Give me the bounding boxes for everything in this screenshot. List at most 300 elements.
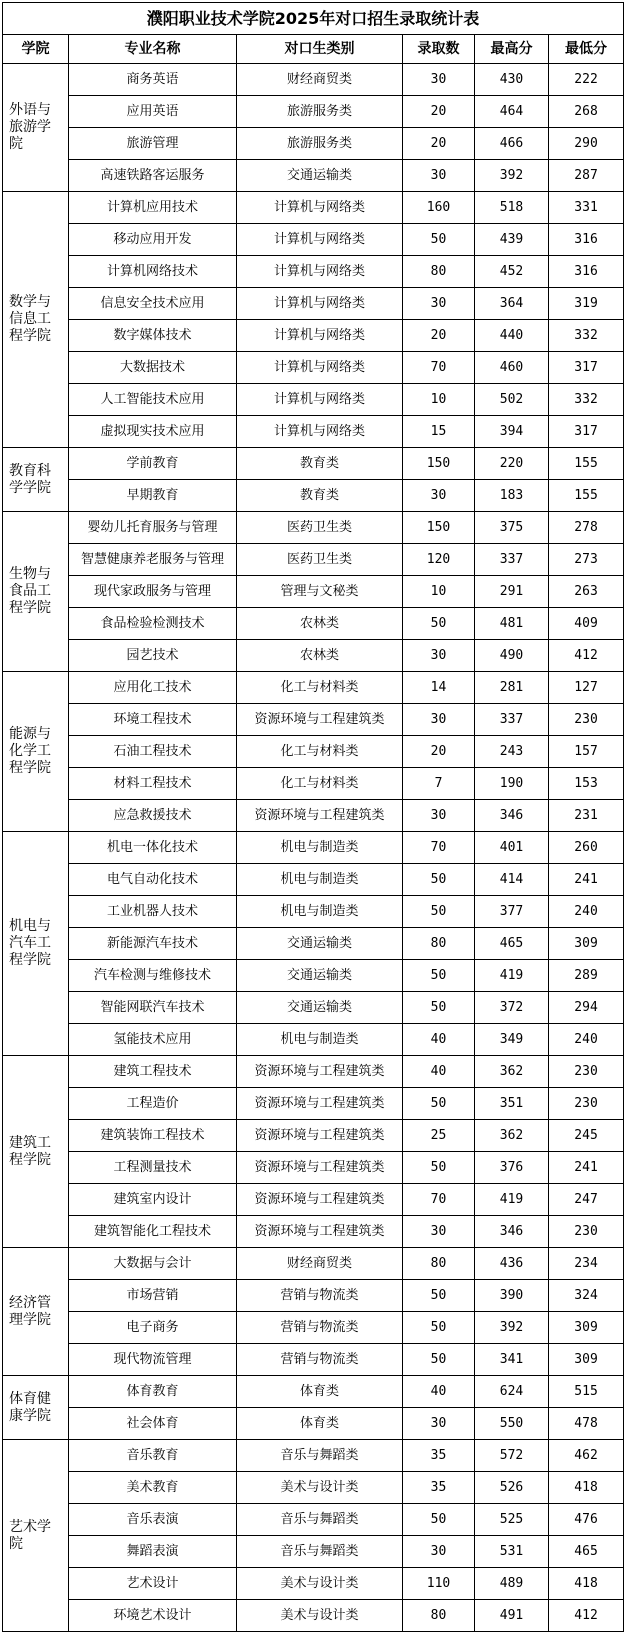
admitted-cell: 30 — [403, 1408, 475, 1440]
max-score-cell: 490 — [475, 640, 549, 672]
major-cell: 舞蹈表演 — [69, 1536, 237, 1568]
college-cell: 体育健康学院 — [3, 1376, 69, 1440]
min-score-cell: 332 — [549, 320, 624, 352]
max-score-cell: 466 — [475, 128, 549, 160]
category-cell: 体育类 — [237, 1408, 403, 1440]
table-row — [3, 1184, 624, 1216]
max-score-cell: 531 — [475, 1536, 549, 1568]
min-score-cell: 317 — [549, 352, 624, 384]
major-cell: 建筑室内设计 — [69, 1184, 237, 1216]
min-score-cell: 263 — [549, 576, 624, 608]
header-row — [3, 35, 624, 64]
max-score-cell: 190 — [475, 768, 549, 800]
min-score-cell: 476 — [549, 1504, 624, 1536]
admitted-cell: 70 — [403, 352, 475, 384]
major-cell: 艺术设计 — [69, 1568, 237, 1600]
min-score-cell: 273 — [549, 544, 624, 576]
admitted-cell: 50 — [403, 224, 475, 256]
major-cell: 信息安全技术应用 — [69, 288, 237, 320]
table-row — [3, 608, 624, 640]
major-cell: 石油工程技术 — [69, 736, 237, 768]
admitted-cell: 50 — [403, 992, 475, 1024]
min-score-cell: 324 — [549, 1280, 624, 1312]
major-cell: 电子商务 — [69, 1312, 237, 1344]
major-cell: 体育教育 — [69, 1376, 237, 1408]
category-cell: 旅游服务类 — [237, 96, 403, 128]
min-score-cell: 230 — [549, 704, 624, 736]
major-cell: 美术教育 — [69, 1472, 237, 1504]
min-score-cell: 317 — [549, 416, 624, 448]
college-cell: 教育科学学院 — [3, 448, 69, 512]
admitted-cell: 30 — [403, 288, 475, 320]
table-row — [3, 1344, 624, 1376]
major-cell: 大数据技术 — [69, 352, 237, 384]
max-score-cell: 351 — [475, 1088, 549, 1120]
table-row — [3, 352, 624, 384]
admission-table — [2, 2, 624, 1632]
table-row — [3, 128, 624, 160]
category-cell: 计算机与网络类 — [237, 256, 403, 288]
table-row — [3, 576, 624, 608]
category-cell: 农林类 — [237, 608, 403, 640]
table-row — [3, 960, 624, 992]
admitted-cell: 70 — [403, 832, 475, 864]
admitted-cell: 10 — [403, 576, 475, 608]
category-cell: 计算机与网络类 — [237, 224, 403, 256]
table-row — [3, 1472, 624, 1504]
table-row — [3, 928, 624, 960]
admitted-cell: 30 — [403, 480, 475, 512]
max-score-cell: 220 — [475, 448, 549, 480]
category-cell: 医药卫生类 — [237, 512, 403, 544]
category-cell: 音乐与舞蹈类 — [237, 1504, 403, 1536]
table-row — [3, 1120, 624, 1152]
table-row — [3, 96, 624, 128]
major-cell: 高速铁路客运服务 — [69, 160, 237, 192]
header-max-score: 最高分 — [475, 35, 549, 64]
major-cell: 应急救援技术 — [69, 800, 237, 832]
table-row — [3, 224, 624, 256]
min-score-cell: 230 — [549, 1088, 624, 1120]
college-cell: 生物与食品工程学院 — [3, 512, 69, 672]
min-score-cell: 418 — [549, 1568, 624, 1600]
max-score-cell: 502 — [475, 384, 549, 416]
major-cell: 建筑装饰工程技术 — [69, 1120, 237, 1152]
category-cell: 资源环境与工程建筑类 — [237, 1088, 403, 1120]
major-cell: 旅游管理 — [69, 128, 237, 160]
major-cell: 工程测量技术 — [69, 1152, 237, 1184]
major-cell: 建筑智能化工程技术 — [69, 1216, 237, 1248]
major-cell: 市场营销 — [69, 1280, 237, 1312]
max-score-cell: 419 — [475, 1184, 549, 1216]
min-score-cell: 157 — [549, 736, 624, 768]
max-score-cell: 460 — [475, 352, 549, 384]
max-score-cell: 430 — [475, 64, 549, 96]
major-cell: 移动应用开发 — [69, 224, 237, 256]
min-score-cell: 278 — [549, 512, 624, 544]
min-score-cell: 230 — [549, 1056, 624, 1088]
min-score-cell: 222 — [549, 64, 624, 96]
major-cell: 材料工程技术 — [69, 768, 237, 800]
category-cell: 资源环境与工程建筑类 — [237, 1056, 403, 1088]
max-score-cell: 392 — [475, 160, 549, 192]
major-cell: 工业机器人技术 — [69, 896, 237, 928]
admission-statistics-sheet — [2, 2, 623, 1632]
category-cell: 美术与设计类 — [237, 1568, 403, 1600]
admitted-cell: 20 — [403, 96, 475, 128]
admitted-cell: 50 — [403, 960, 475, 992]
category-cell: 计算机与网络类 — [237, 352, 403, 384]
max-score-cell: 436 — [475, 1248, 549, 1280]
major-cell: 建筑工程技术 — [69, 1056, 237, 1088]
admitted-cell: 35 — [403, 1440, 475, 1472]
min-score-cell: 230 — [549, 1216, 624, 1248]
admitted-cell: 30 — [403, 1536, 475, 1568]
header-major: 专业名称 — [69, 35, 237, 64]
admitted-cell: 30 — [403, 800, 475, 832]
max-score-cell: 518 — [475, 192, 549, 224]
major-cell: 环境艺术设计 — [69, 1600, 237, 1632]
min-score-cell: 241 — [549, 864, 624, 896]
table-row — [3, 832, 624, 864]
major-cell: 虚拟现实技术应用 — [69, 416, 237, 448]
category-cell: 资源环境与工程建筑类 — [237, 1152, 403, 1184]
min-score-cell: 412 — [549, 1600, 624, 1632]
admitted-cell: 80 — [403, 256, 475, 288]
table-row — [3, 448, 624, 480]
category-cell: 农林类 — [237, 640, 403, 672]
category-cell: 旅游服务类 — [237, 128, 403, 160]
max-score-cell: 525 — [475, 1504, 549, 1536]
max-score-cell: 362 — [475, 1056, 549, 1088]
major-cell: 工程造价 — [69, 1088, 237, 1120]
admitted-cell: 80 — [403, 1248, 475, 1280]
college-cell: 机电与汽车工程学院 — [3, 832, 69, 1056]
admitted-cell: 10 — [403, 384, 475, 416]
max-score-cell: 489 — [475, 1568, 549, 1600]
major-cell: 学前教育 — [69, 448, 237, 480]
admitted-cell: 40 — [403, 1024, 475, 1056]
min-score-cell: 247 — [549, 1184, 624, 1216]
min-score-cell: 234 — [549, 1248, 624, 1280]
table-row — [3, 512, 624, 544]
min-score-cell: 331 — [549, 192, 624, 224]
admitted-cell: 50 — [403, 896, 475, 928]
min-score-cell: 332 — [549, 384, 624, 416]
category-cell: 音乐与舞蹈类 — [237, 1536, 403, 1568]
max-score-cell: 349 — [475, 1024, 549, 1056]
min-score-cell: 245 — [549, 1120, 624, 1152]
admitted-cell: 20 — [403, 736, 475, 768]
major-cell: 人工智能技术应用 — [69, 384, 237, 416]
major-cell: 电气自动化技术 — [69, 864, 237, 896]
category-cell: 机电与制造类 — [237, 864, 403, 896]
min-score-cell: 153 — [549, 768, 624, 800]
table-row — [3, 320, 624, 352]
header-min-score: 最低分 — [549, 35, 624, 64]
admitted-cell: 30 — [403, 1216, 475, 1248]
max-score-cell: 376 — [475, 1152, 549, 1184]
admitted-cell: 50 — [403, 1088, 475, 1120]
max-score-cell: 624 — [475, 1376, 549, 1408]
table-row — [3, 1408, 624, 1440]
min-score-cell: 294 — [549, 992, 624, 1024]
table-row — [3, 864, 624, 896]
major-cell: 计算机应用技术 — [69, 192, 237, 224]
max-score-cell: 364 — [475, 288, 549, 320]
table-title: 濮阳职业技术学院2025年对口招生录取统计表 — [3, 3, 624, 35]
max-score-cell: 452 — [475, 256, 549, 288]
admitted-cell: 50 — [403, 1344, 475, 1376]
category-cell: 医药卫生类 — [237, 544, 403, 576]
max-score-cell: 526 — [475, 1472, 549, 1504]
admitted-cell: 50 — [403, 864, 475, 896]
table-row — [3, 1088, 624, 1120]
max-score-cell: 341 — [475, 1344, 549, 1376]
max-score-cell: 291 — [475, 576, 549, 608]
table-row — [3, 288, 624, 320]
category-cell: 机电与制造类 — [237, 896, 403, 928]
admitted-cell: 7 — [403, 768, 475, 800]
table-row — [3, 1536, 624, 1568]
college-cell: 数学与信息工程学院 — [3, 192, 69, 448]
admitted-cell: 50 — [403, 1280, 475, 1312]
category-cell: 化工与材料类 — [237, 736, 403, 768]
admitted-cell: 20 — [403, 128, 475, 160]
category-cell: 计算机与网络类 — [237, 320, 403, 352]
max-score-cell: 183 — [475, 480, 549, 512]
major-cell: 应用英语 — [69, 96, 237, 128]
category-cell: 交通运输类 — [237, 992, 403, 1024]
min-score-cell: 418 — [549, 1472, 624, 1504]
admitted-cell: 120 — [403, 544, 475, 576]
major-cell: 智慧健康养老服务与管理 — [69, 544, 237, 576]
category-cell: 化工与材料类 — [237, 768, 403, 800]
admitted-cell: 15 — [403, 416, 475, 448]
admitted-cell: 80 — [403, 1600, 475, 1632]
category-cell: 交通运输类 — [237, 928, 403, 960]
admitted-cell: 30 — [403, 160, 475, 192]
max-score-cell: 377 — [475, 896, 549, 928]
table-row — [3, 992, 624, 1024]
admitted-cell: 150 — [403, 512, 475, 544]
category-cell: 音乐与舞蹈类 — [237, 1440, 403, 1472]
max-score-cell: 414 — [475, 864, 549, 896]
min-score-cell: 260 — [549, 832, 624, 864]
category-cell: 管理与文秘类 — [237, 576, 403, 608]
header-admitted: 录取数 — [403, 35, 475, 64]
max-score-cell: 337 — [475, 704, 549, 736]
category-cell: 美术与设计类 — [237, 1472, 403, 1504]
max-score-cell: 419 — [475, 960, 549, 992]
table-row — [3, 480, 624, 512]
max-score-cell: 394 — [475, 416, 549, 448]
major-cell: 婴幼儿托育服务与管理 — [69, 512, 237, 544]
max-score-cell: 390 — [475, 1280, 549, 1312]
min-score-cell: 515 — [549, 1376, 624, 1408]
table-row — [3, 1312, 624, 1344]
major-cell: 食品检验检测技术 — [69, 608, 237, 640]
admitted-cell: 50 — [403, 1152, 475, 1184]
table-row — [3, 896, 624, 928]
min-score-cell: 319 — [549, 288, 624, 320]
category-cell: 计算机与网络类 — [237, 384, 403, 416]
admitted-cell: 150 — [403, 448, 475, 480]
college-cell: 能源与化学工程学院 — [3, 672, 69, 832]
header-college: 学院 — [3, 35, 69, 64]
table-row — [3, 1568, 624, 1600]
max-score-cell: 491 — [475, 1600, 549, 1632]
table-row — [3, 800, 624, 832]
admitted-cell: 35 — [403, 1472, 475, 1504]
category-cell: 机电与制造类 — [237, 1024, 403, 1056]
admitted-cell: 14 — [403, 672, 475, 704]
table-row — [3, 1248, 624, 1280]
max-score-cell: 401 — [475, 832, 549, 864]
min-score-cell: 309 — [549, 928, 624, 960]
min-score-cell: 240 — [549, 896, 624, 928]
category-cell: 财经商贸类 — [237, 1248, 403, 1280]
max-score-cell: 337 — [475, 544, 549, 576]
admitted-cell: 50 — [403, 1312, 475, 1344]
major-cell: 社会体育 — [69, 1408, 237, 1440]
major-cell: 计算机网络技术 — [69, 256, 237, 288]
category-cell: 营销与物流类 — [237, 1312, 403, 1344]
category-cell: 计算机与网络类 — [237, 288, 403, 320]
category-cell: 资源环境与工程建筑类 — [237, 704, 403, 736]
min-score-cell: 240 — [549, 1024, 624, 1056]
max-score-cell: 465 — [475, 928, 549, 960]
max-score-cell: 372 — [475, 992, 549, 1024]
table-row — [3, 256, 624, 288]
admitted-cell: 80 — [403, 928, 475, 960]
major-cell: 现代物流管理 — [69, 1344, 237, 1376]
min-score-cell: 412 — [549, 640, 624, 672]
major-cell: 音乐表演 — [69, 1504, 237, 1536]
table-body — [3, 64, 624, 1632]
college-cell: 外语与旅游学院 — [3, 64, 69, 192]
min-score-cell: 155 — [549, 480, 624, 512]
max-score-cell: 392 — [475, 1312, 549, 1344]
max-score-cell: 346 — [475, 1216, 549, 1248]
min-score-cell: 316 — [549, 224, 624, 256]
max-score-cell: 243 — [475, 736, 549, 768]
major-cell: 汽车检测与维修技术 — [69, 960, 237, 992]
category-cell: 计算机与网络类 — [237, 192, 403, 224]
table-row — [3, 192, 624, 224]
admitted-cell: 50 — [403, 1504, 475, 1536]
table-row — [3, 1216, 624, 1248]
max-score-cell: 481 — [475, 608, 549, 640]
admitted-cell: 110 — [403, 1568, 475, 1600]
category-cell: 机电与制造类 — [237, 832, 403, 864]
category-cell: 化工与材料类 — [237, 672, 403, 704]
category-cell: 资源环境与工程建筑类 — [237, 1120, 403, 1152]
category-cell: 教育类 — [237, 448, 403, 480]
table-row — [3, 384, 624, 416]
max-score-cell: 375 — [475, 512, 549, 544]
admitted-cell: 70 — [403, 1184, 475, 1216]
admitted-cell: 30 — [403, 704, 475, 736]
max-score-cell: 550 — [475, 1408, 549, 1440]
table-row — [3, 416, 624, 448]
table-row — [3, 1440, 624, 1472]
table-row — [3, 544, 624, 576]
table-row — [3, 640, 624, 672]
table-row — [3, 1376, 624, 1408]
category-cell: 计算机与网络类 — [237, 416, 403, 448]
max-score-cell: 440 — [475, 320, 549, 352]
min-score-cell: 268 — [549, 96, 624, 128]
min-score-cell: 287 — [549, 160, 624, 192]
major-cell: 商务英语 — [69, 64, 237, 96]
college-cell: 建筑工程学院 — [3, 1056, 69, 1248]
table-row — [3, 1024, 624, 1056]
major-cell: 音乐教育 — [69, 1440, 237, 1472]
min-score-cell: 409 — [549, 608, 624, 640]
min-score-cell: 309 — [549, 1344, 624, 1376]
major-cell: 环境工程技术 — [69, 704, 237, 736]
min-score-cell: 155 — [549, 448, 624, 480]
min-score-cell: 462 — [549, 1440, 624, 1472]
table-row — [3, 1280, 624, 1312]
table-row — [3, 1504, 624, 1536]
table-row — [3, 64, 624, 96]
min-score-cell: 290 — [549, 128, 624, 160]
min-score-cell: 289 — [549, 960, 624, 992]
table-row — [3, 160, 624, 192]
college-cell: 艺术学院 — [3, 1440, 69, 1632]
major-cell: 园艺技术 — [69, 640, 237, 672]
min-score-cell: 465 — [549, 1536, 624, 1568]
max-score-cell: 439 — [475, 224, 549, 256]
admitted-cell: 30 — [403, 64, 475, 96]
header-category: 对口生类别 — [237, 35, 403, 64]
category-cell: 交通运输类 — [237, 960, 403, 992]
table-row — [3, 1056, 624, 1088]
category-cell: 资源环境与工程建筑类 — [237, 1216, 403, 1248]
category-cell: 交通运输类 — [237, 160, 403, 192]
major-cell: 新能源汽车技术 — [69, 928, 237, 960]
major-cell: 智能网联汽车技术 — [69, 992, 237, 1024]
major-cell: 现代家政服务与管理 — [69, 576, 237, 608]
major-cell: 早期教育 — [69, 480, 237, 512]
category-cell: 营销与物流类 — [237, 1280, 403, 1312]
category-cell: 教育类 — [237, 480, 403, 512]
admitted-cell: 30 — [403, 640, 475, 672]
max-score-cell: 572 — [475, 1440, 549, 1472]
table-row — [3, 1600, 624, 1632]
max-score-cell: 346 — [475, 800, 549, 832]
min-score-cell: 316 — [549, 256, 624, 288]
min-score-cell: 241 — [549, 1152, 624, 1184]
min-score-cell: 231 — [549, 800, 624, 832]
max-score-cell: 281 — [475, 672, 549, 704]
table-row — [3, 672, 624, 704]
admitted-cell: 50 — [403, 608, 475, 640]
major-cell: 数字媒体技术 — [69, 320, 237, 352]
category-cell: 资源环境与工程建筑类 — [237, 800, 403, 832]
admitted-cell: 40 — [403, 1376, 475, 1408]
category-cell: 体育类 — [237, 1376, 403, 1408]
table-row — [3, 704, 624, 736]
max-score-cell: 362 — [475, 1120, 549, 1152]
min-score-cell: 127 — [549, 672, 624, 704]
college-cell: 经济管理学院 — [3, 1248, 69, 1376]
table-row — [3, 1152, 624, 1184]
category-cell: 营销与物流类 — [237, 1344, 403, 1376]
admitted-cell: 160 — [403, 192, 475, 224]
